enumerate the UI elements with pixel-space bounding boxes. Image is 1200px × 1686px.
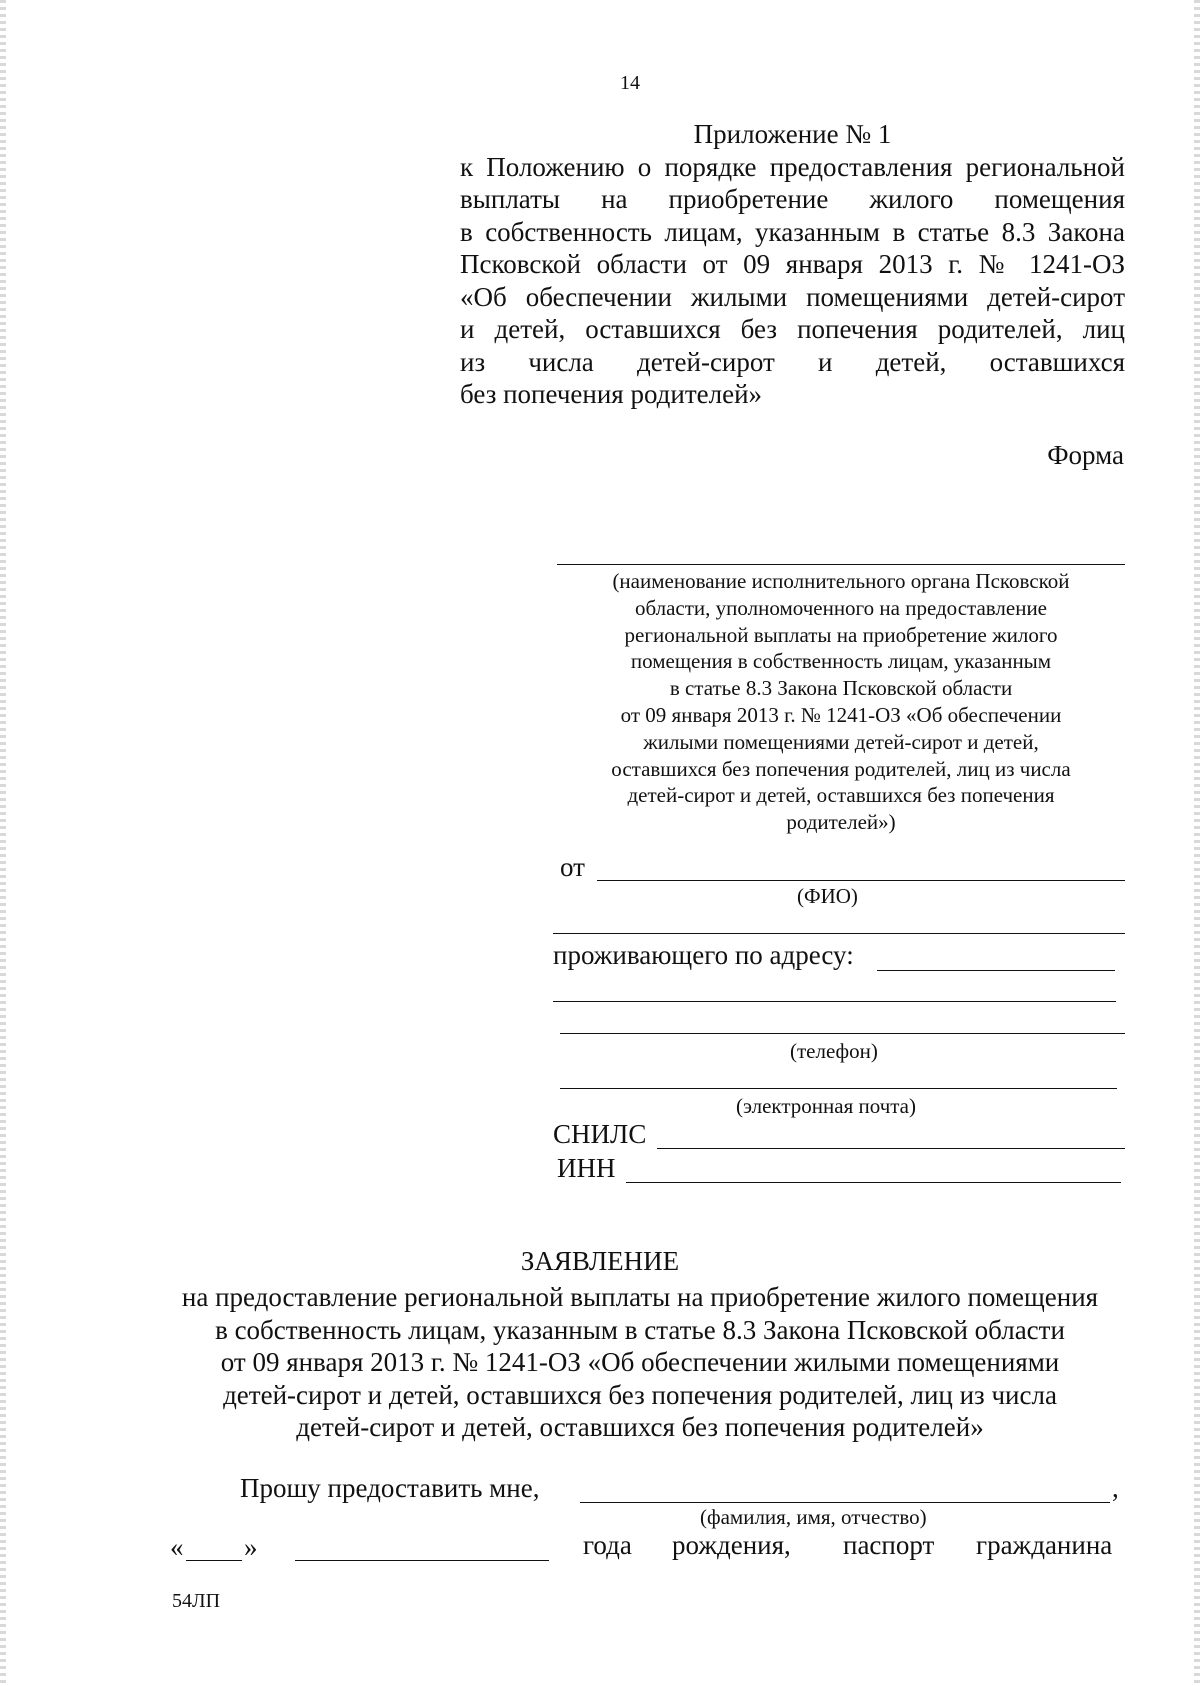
addressee-caption [557, 568, 1125, 836]
appendix-block [460, 118, 1125, 411]
address-label: проживающего по адресу: [553, 940, 854, 970]
birth-word: гражданина [976, 1530, 1113, 1560]
form-label: Форма [1047, 440, 1124, 470]
statement-subtitle [150, 1281, 1130, 1444]
appendix-heading: Приложение № 1 [693, 119, 892, 149]
caption-line: оставшихся без попечения родителей, лиц из числа [611, 756, 1071, 781]
request-comma: , [1112, 1473, 1119, 1503]
inn-label: ИНН [557, 1153, 616, 1183]
fio-caption: (ФИО) [797, 884, 858, 908]
email-field[interactable] [560, 1088, 1117, 1089]
address-field-line-2[interactable] [553, 1001, 1116, 1002]
statement-title: ЗАЯВЛЕНИЕ [520, 1246, 680, 1276]
snils-label: СНИЛС [553, 1119, 647, 1149]
caption-line: родителей») [786, 810, 896, 835]
from-label: от [560, 852, 585, 882]
caption-line: в статье 8.3 Закона Псковской области [669, 676, 1013, 701]
fio-extra-line[interactable] [553, 933, 1125, 934]
email-caption: (электронная почта) [736, 1094, 916, 1118]
caption-line: (наименование исполнительного органа Псковской [612, 569, 1070, 593]
subtitle-line: детей-сирот и детей, оставшихся без попечения родителей» [296, 1412, 984, 1442]
page-number: 14 [620, 72, 640, 94]
appendix-line: и детей, оставшихся без попечения родителей, лиц [460, 314, 1125, 344]
appendix-line: «Об обеспечении жилыми помещениями детей-сирот [460, 281, 1125, 312]
birth-day-field[interactable] [186, 1560, 242, 1561]
birth-word: года [583, 1530, 632, 1560]
scan-right-edge [1194, 0, 1200, 1686]
subtitle-line: в собственность лицам, указанным в статье 8.3 Закона Псковской области [215, 1314, 1065, 1345]
caption-line: помещения в собственность лицам, указанным [630, 649, 1052, 674]
inn-field[interactable] [626, 1182, 1121, 1183]
caption-line: от 09 января 2013 г. № 1241-ОЗ «Об обеспечении [620, 702, 1062, 727]
caption-line: региональной выплаты на приобретение жилого [624, 622, 1058, 647]
name-field[interactable] [580, 1502, 1110, 1503]
quote-open: « [170, 1532, 184, 1562]
caption-line: области, уполномоченного на предоставление [634, 595, 1048, 620]
phone-caption: (телефон) [790, 1039, 878, 1063]
appendix-line: в собственность лицам, указанным в статье 8.3 Закона [460, 216, 1125, 247]
quote-close: » [244, 1532, 258, 1562]
caption-line: жилыми помещениями детей-сирот и детей, [643, 729, 1039, 754]
footer-code: 54ЛП [172, 1590, 221, 1612]
subtitle-line: на предоставление региональной выплаты на приобретение жилого помещения [181, 1282, 1099, 1312]
address-field[interactable] [877, 970, 1115, 971]
birth-month-field[interactable] [295, 1560, 549, 1561]
request-text: Прошу предоставить мне, [240, 1473, 540, 1503]
name-caption: (фамилия, имя, отчество) [700, 1505, 927, 1529]
subtitle-line: от 09 января 2013 г. № 1241-ОЗ «Об обеспечении жилыми помещениями [220, 1347, 1060, 1377]
caption-line: детей-сирот и детей, оставшихся без попечения [627, 783, 1055, 808]
birth-word: рождения, [672, 1530, 791, 1560]
snils-field[interactable] [657, 1148, 1125, 1149]
appendix-line: без попечения родителей» [460, 379, 763, 409]
phone-field[interactable] [560, 1033, 1125, 1034]
birth-word: паспорт [843, 1530, 935, 1560]
scan-left-edge [0, 0, 6, 1686]
appendix-line: к Положению о порядке предоставления региональной [460, 151, 1125, 182]
addressee-line[interactable] [557, 564, 1125, 565]
appendix-line: выплаты на приобретение жилого помещения [460, 184, 1125, 214]
fio-field[interactable] [597, 880, 1125, 881]
subtitle-line: детей-сирот и детей, оставшихся без попечения родителей, лиц из числа [223, 1379, 1057, 1410]
appendix-line: Псковской области от 09 января 2013 г. № 1241-ОЗ [460, 249, 1125, 279]
appendix-line: из числа детей-сирот и детей, оставшихся [460, 346, 1125, 377]
